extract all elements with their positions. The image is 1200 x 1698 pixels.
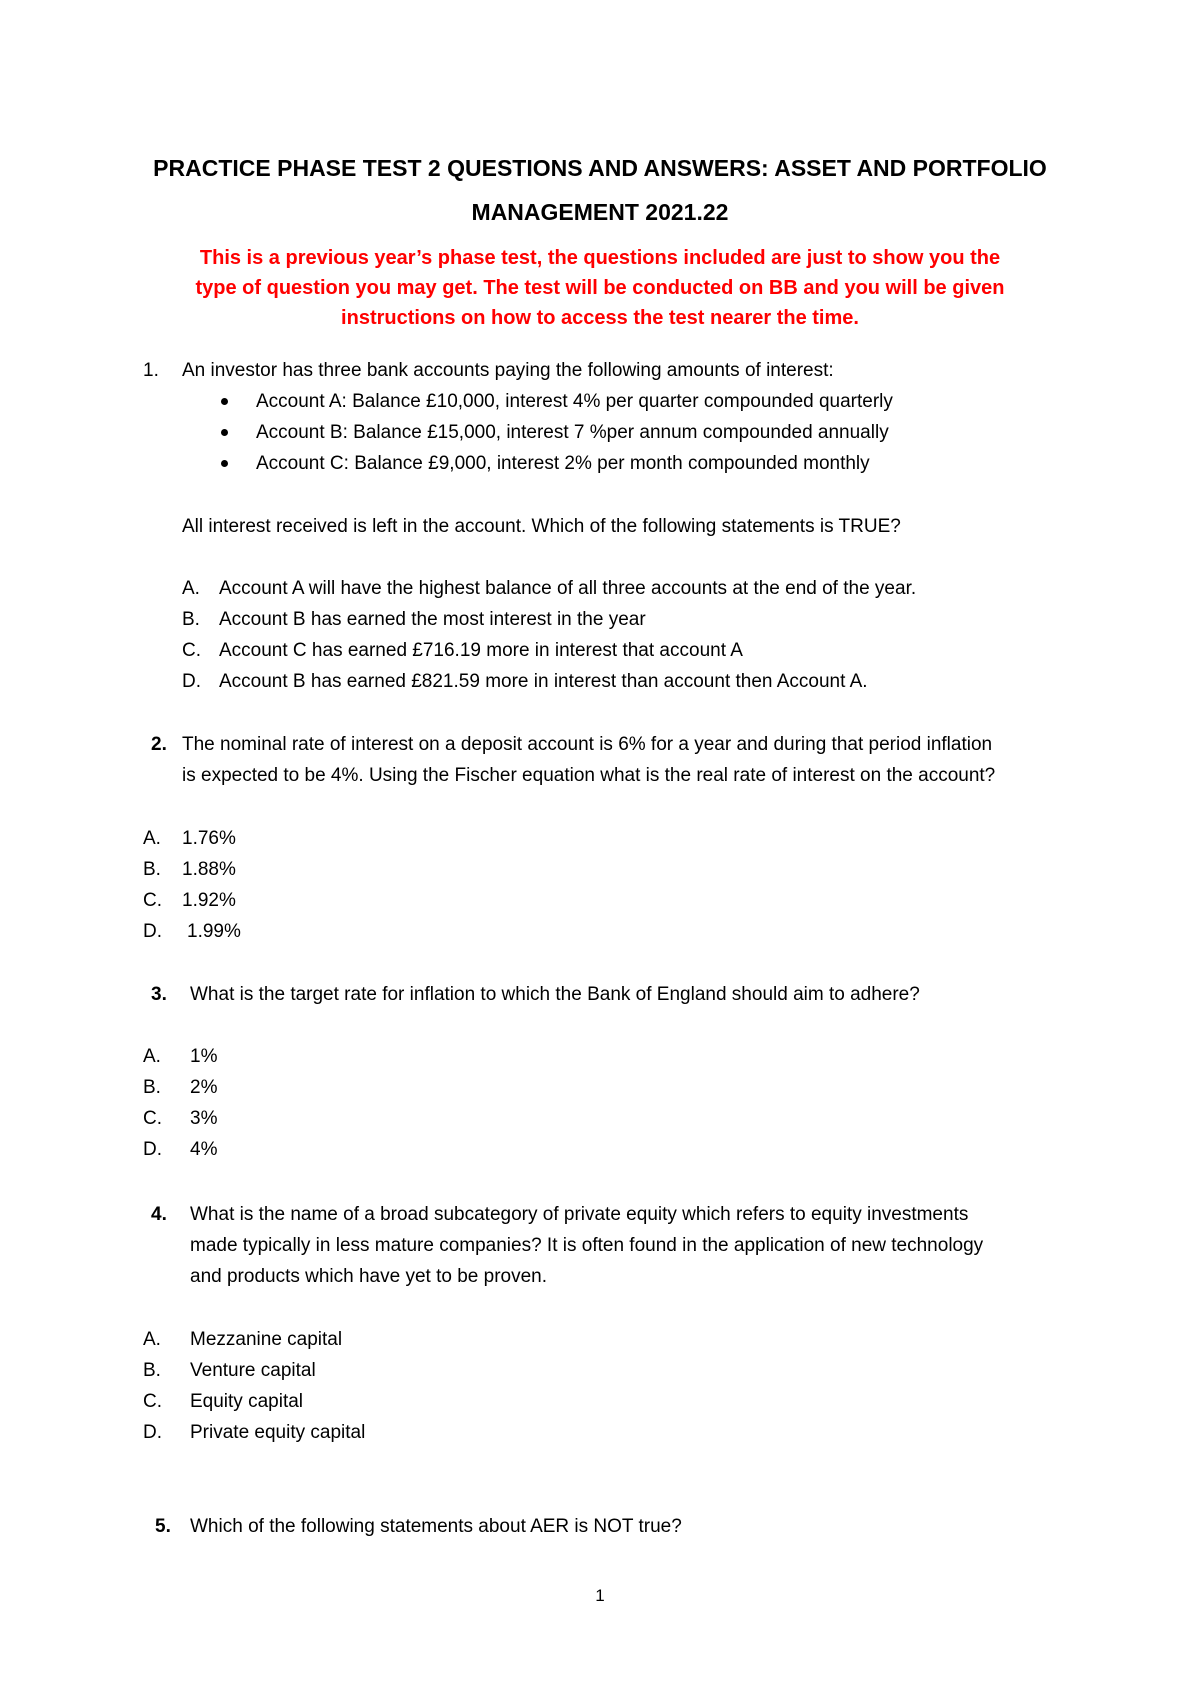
option-text: 3% xyxy=(190,1108,218,1129)
option-text: 1.76% xyxy=(182,828,236,849)
option-text: Equity capital xyxy=(190,1391,304,1412)
option-letter: C. xyxy=(143,1391,162,1412)
question-1-number: 1. xyxy=(143,360,159,381)
question-1-bullet: Account A: Balance £10,000, interest 4% per quarter compounded quarterly xyxy=(256,391,893,412)
notice-line-2: type of question you may get. The test will be conducted on BB and you will be given xyxy=(195,277,1005,299)
question-3-number: 3. xyxy=(151,984,167,1005)
option-letter: B. xyxy=(143,1077,161,1098)
option-letter: B. xyxy=(143,1360,161,1381)
option-letter: B. xyxy=(182,609,200,630)
option-text: Account B has earned the most interest in the year xyxy=(219,609,646,630)
option-letter: C. xyxy=(143,890,162,911)
option-letter: D. xyxy=(143,921,162,942)
page-number: 1 xyxy=(595,1586,605,1605)
option-text: Mezzanine capital xyxy=(190,1329,343,1350)
bullet-icon xyxy=(221,398,228,405)
question-5-number: 5. xyxy=(155,1516,171,1537)
notice-text xyxy=(120,243,1080,333)
question-4-stem-line-3: and products which have yet to be proven. xyxy=(190,1266,548,1287)
option-letter: D. xyxy=(143,1139,162,1160)
option-letter: A. xyxy=(143,1046,161,1067)
question-2-number: 2. xyxy=(151,734,167,755)
option-text: Private equity capital xyxy=(190,1422,366,1443)
title-line-1: PRACTICE PHASE TEST 2 QUESTIONS AND ANSWERS: ASSET AND PORTFOLIO xyxy=(153,155,1047,181)
question-4-number: 4. xyxy=(151,1204,167,1225)
option-letter: B. xyxy=(143,859,161,880)
option-text: 2% xyxy=(190,1077,218,1098)
question-5-stem: Which of the following statements about AER is NOT true? xyxy=(190,1516,682,1537)
question-2-stem-line-2: is expected to be 4%. Using the Fischer equation what is the real rate of interest on the account? xyxy=(182,765,996,786)
option-text: Account A will have the highest balance of all three accounts at the end of the year. xyxy=(219,578,917,599)
question-1-followup: All interest received is left in the account. Which of the following statements is TRUE? xyxy=(182,516,901,537)
option-text: 1.99% xyxy=(187,921,241,942)
question-1-bullet: Account C: Balance £9,000, interest 2% per month compounded monthly xyxy=(256,453,870,474)
question-1-bullet: Account B: Balance £15,000, interest 7 %per annum compounded annually xyxy=(256,422,889,443)
option-text: Account B has earned £821.59 more in interest than account then Account A. xyxy=(219,671,868,692)
option-letter: C. xyxy=(143,1108,162,1129)
option-letter: A. xyxy=(143,828,161,849)
document-title xyxy=(100,146,1100,234)
bullet-icon xyxy=(221,460,228,467)
notice-line-1: This is a previous year’s phase test, the questions included are just to show you the xyxy=(199,247,1001,269)
option-letter: C. xyxy=(182,640,201,661)
question-3-stem: What is the target rate for inflation to which the Bank of England should aim to adhere? xyxy=(190,984,920,1005)
option-letter: A. xyxy=(143,1329,161,1350)
option-text: Account C has earned £716.19 more in interest that account A xyxy=(219,640,743,661)
title-line-2: MANAGEMENT 2021.22 xyxy=(471,199,729,225)
option-text: Venture capital xyxy=(190,1360,316,1381)
option-letter: A. xyxy=(182,578,200,599)
option-letter: D. xyxy=(182,671,201,692)
option-text: 1% xyxy=(190,1046,218,1067)
notice-line-3: instructions on how to access the test nearer the time. xyxy=(341,307,859,329)
bullet-icon xyxy=(221,429,228,436)
question-1-stem: An investor has three bank accounts paying the following amounts of interest: xyxy=(182,360,834,381)
question-4-stem-line-2: made typically in less mature companies? It is often found in the application of new technology xyxy=(190,1235,984,1256)
option-text: 1.92% xyxy=(182,890,236,911)
question-2-stem-line-1: The nominal rate of interest on a deposit account is 6% for a year and during that period inflation xyxy=(182,734,993,755)
question-4-stem-line-1: What is the name of a broad subcategory of private equity which refers to equity investments xyxy=(190,1204,969,1225)
option-text: 4% xyxy=(190,1139,218,1160)
option-letter: D. xyxy=(143,1422,162,1443)
option-text: 1.88% xyxy=(182,859,236,880)
